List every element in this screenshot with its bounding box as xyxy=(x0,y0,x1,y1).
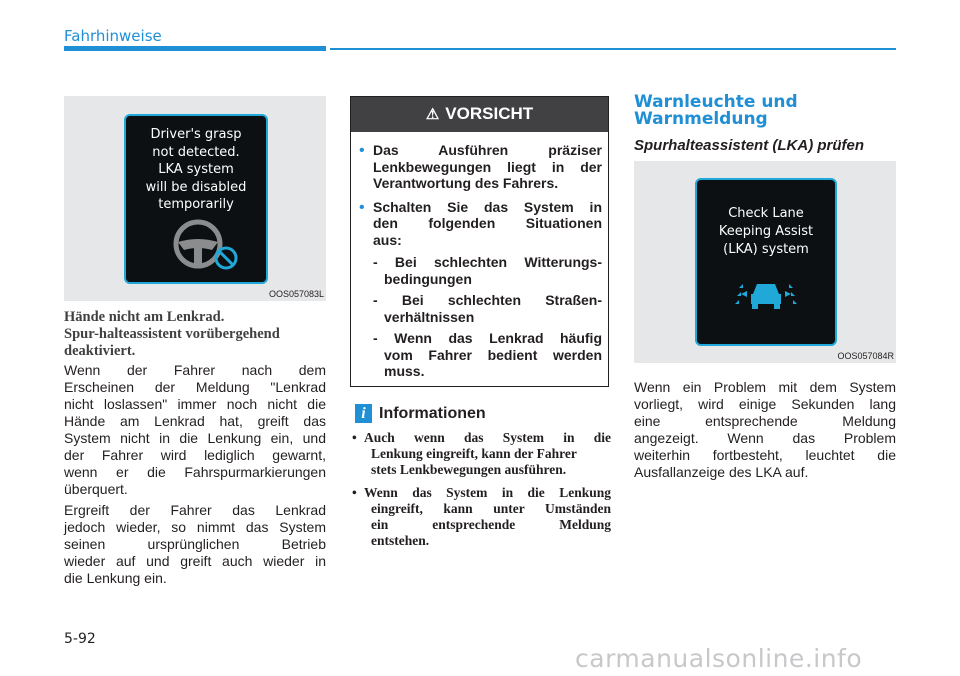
text-line: ein entsprechende Meldung xyxy=(371,517,611,532)
text-line: muss. xyxy=(384,363,425,379)
caution-header xyxy=(351,97,608,132)
grasp-warning-image xyxy=(64,96,326,301)
text-line: entstehen. xyxy=(371,533,430,548)
section-title: Fahrhinweise xyxy=(64,27,162,45)
text-line: Lenkung eingreift, kann der Fahrer xyxy=(371,446,577,461)
text-line: eine entsprechende Meldung xyxy=(634,413,896,429)
text-line: bedingungen xyxy=(384,270,472,287)
text-line: - Wenn das Lenkrad häufig xyxy=(373,330,602,346)
info-title: Informationen xyxy=(379,405,486,422)
image-code: OOS057083L xyxy=(268,289,324,299)
text-line: den folgenden Situationen xyxy=(373,215,602,231)
text-line: überquert. xyxy=(64,481,128,497)
bullet-icon: • xyxy=(359,142,365,159)
text-line: jedoch wieder, so nimmt das System xyxy=(64,519,326,535)
text-line: vorliegt, wird einige Sekunden lang xyxy=(634,396,896,412)
text-line: der Fahrer wird lediglich gewarnt, xyxy=(64,447,326,463)
bullet-icon: • xyxy=(352,430,357,445)
text-line: angezeigt. Wenn das Problem xyxy=(634,430,896,446)
text-line: nicht loslassen" immer noch nicht die xyxy=(64,396,326,412)
caution-subitem-2 xyxy=(359,292,602,325)
display-line: Keeping Assist xyxy=(718,224,814,239)
text-line: Lenkbewegungen liegt in der xyxy=(373,158,602,175)
text-line: Ausfallanzeige des LKA auf. xyxy=(634,464,809,480)
header-rule-thin xyxy=(330,48,896,50)
info-item-1 xyxy=(352,430,611,478)
caution-list xyxy=(359,142,602,380)
text-line: Wenn das System in die Lenkung xyxy=(364,485,611,500)
info-icon: i xyxy=(355,404,372,423)
text-line: Erscheinen der Meldung "Lenkrad xyxy=(64,379,326,395)
watermark: carmanualsonline.info xyxy=(575,644,863,673)
display-line: Driver's grasp xyxy=(150,127,242,142)
display-line: not detected. xyxy=(152,144,240,160)
cluster-display xyxy=(695,178,837,346)
text-line: Wenn ein Problem mit dem System xyxy=(634,379,896,395)
heading-line: Spur-halteassistent vorübergehend xyxy=(64,326,280,342)
steering-wheel-icon xyxy=(168,216,248,276)
heading-line: deaktiviert. xyxy=(64,343,136,359)
text-line: wieder auf und greift auch wieder in xyxy=(64,553,326,569)
text-line: - Bei schlechten Straßen- xyxy=(373,292,602,308)
lka-car-icon xyxy=(733,274,799,312)
text-line: die Lenkung ein. xyxy=(64,570,167,586)
bullet-icon: • xyxy=(359,198,365,216)
caution-item-1 xyxy=(359,142,602,192)
text-line: Das Ausführen präziser xyxy=(373,142,602,158)
text-line: System nicht in die Lenkung ein, und xyxy=(64,430,326,446)
text-line: Hände am Lenkrad hat, greift das xyxy=(64,413,326,429)
info-item-2 xyxy=(352,485,611,549)
text-line: seinen ursprünglichen Betrieb xyxy=(64,536,326,552)
grasp-paragraph-1 xyxy=(64,362,326,498)
text-line: Schalten Sie das System in xyxy=(373,198,602,215)
title-line: Warnleuchte und xyxy=(634,92,798,112)
display-message xyxy=(126,126,266,214)
bullet-icon: • xyxy=(352,485,357,500)
display-line: Check Lane xyxy=(728,206,804,221)
display-line: (LKA) system xyxy=(723,242,809,257)
caution-subitem-3 xyxy=(359,330,602,380)
heading-line: Hände nicht am Lenkrad. xyxy=(64,309,225,325)
display-line: will be disabled xyxy=(145,179,247,195)
caution-box xyxy=(350,96,609,387)
text-line: Verantwortung des Fahrers. xyxy=(373,175,559,191)
text-line: Wenn der Fahrer nach dem xyxy=(64,362,326,378)
caution-title: VORSICHT xyxy=(445,104,534,123)
warning-section-title xyxy=(634,94,798,128)
lka-check-image xyxy=(634,161,896,363)
display-line: temporarily xyxy=(158,197,234,212)
header-rule-thick xyxy=(64,46,326,51)
text-line: vom Fahrer bedient werden xyxy=(384,346,602,363)
text-line: wenn er die Fahrspurmarkierungen xyxy=(64,464,326,480)
display-line: LKA system xyxy=(158,162,234,177)
lka-paragraph xyxy=(634,379,896,481)
text-line: stets Lenkbewegungen ausführen. xyxy=(371,462,567,477)
text-line: Ergreift der Fahrer das Lenkrad xyxy=(64,502,326,518)
grasp-paragraph-2 xyxy=(64,502,326,587)
caution-subitem-1 xyxy=(359,254,602,287)
title-line: Warnmeldung xyxy=(634,109,768,129)
text-line: weiterhin fortbesteht, leuchtet die xyxy=(634,447,896,463)
display-message xyxy=(697,205,835,259)
text-line: aus: xyxy=(373,231,402,248)
image-code: OOS057084R xyxy=(837,351,894,361)
page-number: 5-92 xyxy=(64,631,96,647)
grasp-heading xyxy=(64,309,326,360)
text-line: - Bei schlechten Witterungs- xyxy=(373,254,602,270)
info-list xyxy=(352,430,611,549)
text-line: verhältnissen xyxy=(384,308,475,325)
text-line: eingreift, kann unter Umständen xyxy=(371,501,611,516)
text-line: Auch wenn das System in die xyxy=(364,430,611,445)
caution-title-row xyxy=(351,104,608,124)
lka-check-subtitle: Spurhalteassistent (LKA) prüfen xyxy=(634,137,865,154)
warning-triangle-icon: ⚠ xyxy=(425,106,440,123)
caution-item-2 xyxy=(359,199,602,249)
cluster-display xyxy=(124,114,268,284)
